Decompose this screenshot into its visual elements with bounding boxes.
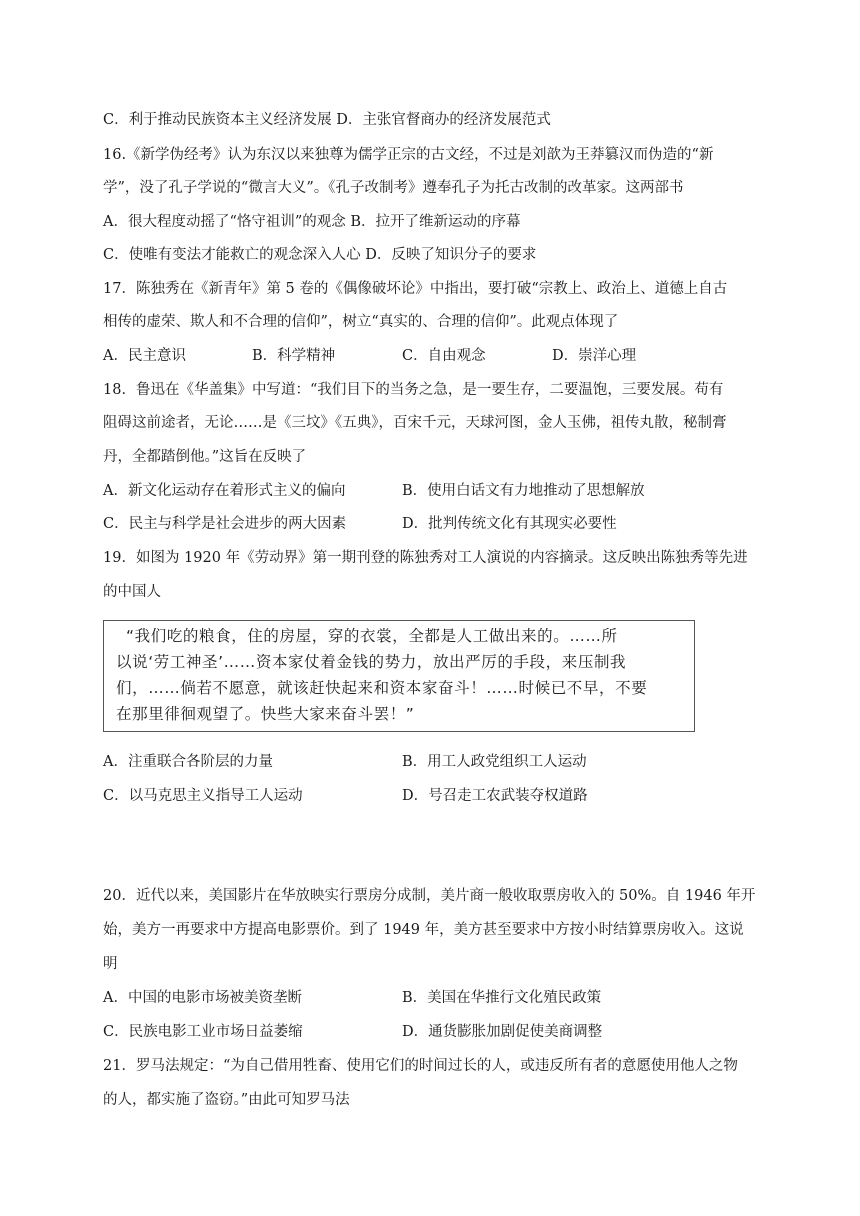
q19-option-b: B．用工人政党组织工人运动 <box>402 754 587 770</box>
q17-option-b: B．科学精神 <box>252 348 336 364</box>
q21-stem-line2: 的人，都实施了盗窃。”由此可知罗马法 <box>103 1092 350 1108</box>
q20-option-c: C．民族电影工业市场日益萎缩 <box>103 1024 303 1040</box>
q20-stem-line3: 明 <box>103 956 118 972</box>
q18-option-b: B．使用白话文有力地推动了思想解放 <box>402 483 645 499</box>
q19-stem-line1: 19．如图为 1920 年《劳动界》第一期刊登的陈独秀对工人演说的内容摘录。这反映出陈独秀等先进 <box>103 550 748 566</box>
q15-options-cd: C．利于推动民族资本主义经济发展 D．主张官督商办的经济发展范式 <box>103 112 551 128</box>
q19-option-d: D．号召走工农武装夺权道路 <box>402 788 588 804</box>
q19-option-a: A．注重联合各阶层的力量 <box>103 754 273 770</box>
q16-options-ab: A．很大程度动摇了“恪守祖训”的观念 B．拉开了维新运动的序幕 <box>103 214 521 230</box>
q19-quote-line3: 们，……倘若不愿意，就该赶快起来和资本家奋斗！……时候已不早，不要 <box>116 679 648 697</box>
q19-quote-line2: 以说‘劳工神圣’……资本家仗着金钱的势力，放出严厉的手段，来压制我 <box>116 653 627 671</box>
q17-option-d: D．崇洋心理 <box>552 348 637 364</box>
q16-stem-line2: 学”，没了孔子学说的“微言大义”。《孔子改制考》遵奉孔子为托古改制的改革家。这两部书 <box>103 180 684 196</box>
q19-option-c: C．以马克思主义指导工人运动 <box>103 788 303 804</box>
q20-option-d: D．通货膨胀加剧促使美商调整 <box>402 1024 603 1040</box>
q20-stem-line1: 20．近代以来，美国影片在华放映实行票房分成制，美片商一般收取票房收入的 50%。自 1946 年开 <box>103 888 756 904</box>
q21-stem-line1: 21．罗马法规定：“为自己借用牲畜、使用它们的时间过长的人，或违反所有者的意愿使用他人之物 <box>103 1058 738 1074</box>
q19-stem-line2: 的中国人 <box>103 584 161 600</box>
q18-option-c: C．民主与科学是社会进步的两大因素 <box>103 516 347 532</box>
q20-option-a: A．中国的电影市场被美资垄断 <box>103 990 302 1006</box>
q20-option-b: B．美国在华推行文化殖民政策 <box>402 990 602 1006</box>
q19-quote-box <box>103 620 695 732</box>
q19-quote-line4: 在那里徘徊观望了。快些大家来奋斗罢！” <box>116 705 415 723</box>
q17-stem-line2: 相传的虚荣、欺人和不合理的信仰”，树立“真实的、合理的信仰”。此观点体现了 <box>103 314 619 330</box>
q18-option-d: D．批判传统文化有其现实必要性 <box>402 516 617 532</box>
q16-options-cd: C．使唯有变法才能救亡的观念深入人心 D．反映了知识分子的要求 <box>103 247 537 263</box>
q20-stem-line2: 始，美方一再要求中方提高电影票价。到了 1949 年，美方甚至要求中方按小时结算票房收入。这说 <box>103 922 744 938</box>
q17-stem-line1: 17．陈独秀在《新青年》第 5 卷的《偶像破坏论》中指出，要打破“宗教上、政治上、道德上自古 <box>103 281 728 297</box>
q16-stem-line1: 16.《新学伪经考》认为东汉以来独尊为儒学正宗的古文经，不过是刘歆为王莽篡汉而伪造的“新 <box>103 147 714 163</box>
q18-stem-line1: 18．鲁迅在《华盖集》中写道：“我们目下的当务之急，是一要生存，二要温饱，三要发展。苟有 <box>103 382 724 398</box>
q18-stem-line3: 丹，全都踏倒他。”这旨在反映了 <box>103 449 307 465</box>
q17-option-a: A．民主意识 <box>103 348 186 364</box>
q18-option-a: A．新文化运动存在着形式主义的偏向 <box>103 483 346 499</box>
q17-option-c: C．自由观念 <box>402 348 486 364</box>
q19-quote-line1: “我们吃的粮食，住的房屋，穿的衣裳，全都是人工做出来的。……所 <box>126 627 618 645</box>
q18-stem-line2: 阻碍这前途者，无论……是《三坟》《五典》，百宋千元，天球河图，金人玉佛，祖传丸散，秘制膏 <box>103 415 727 431</box>
